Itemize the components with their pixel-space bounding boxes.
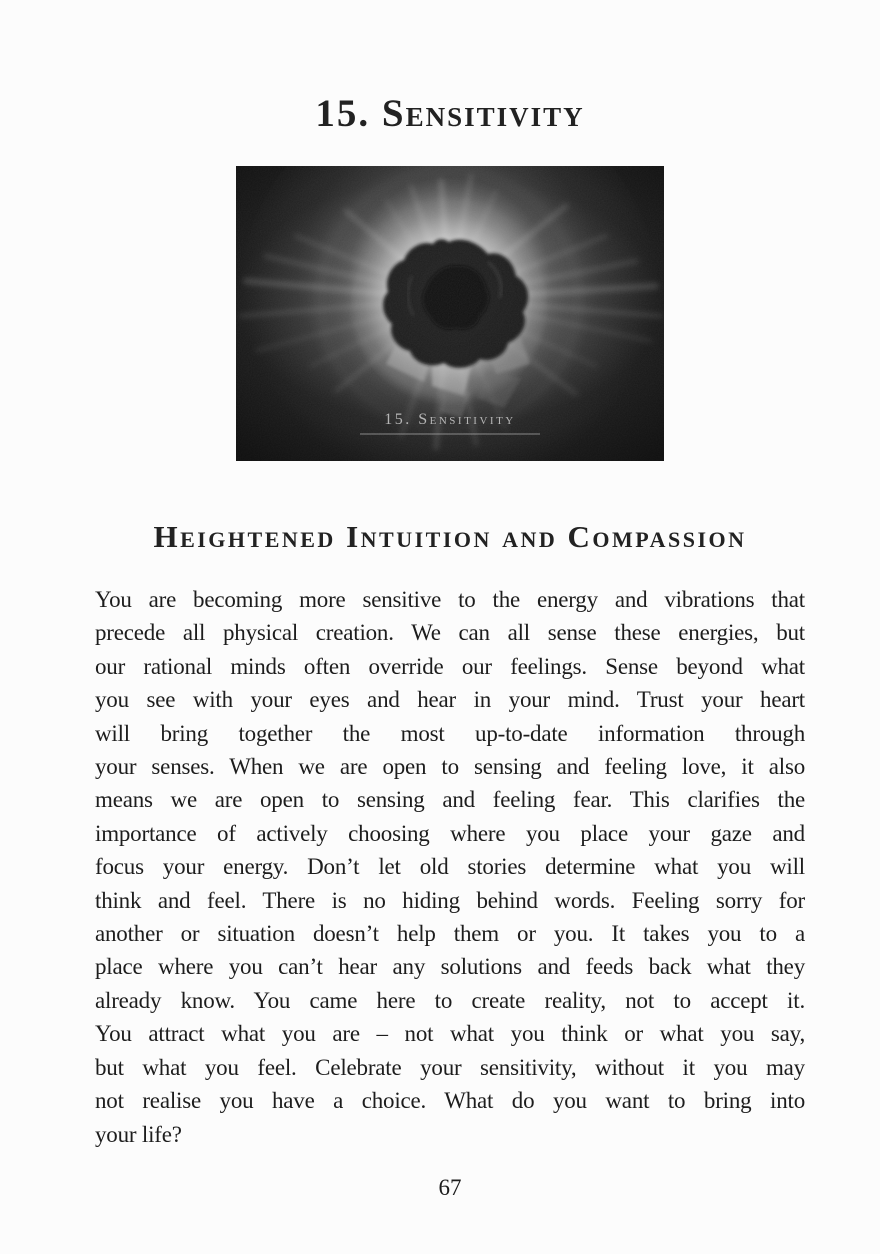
body-line: focus your energy. Don’t let old stories determine what you will xyxy=(95,854,805,880)
body-line: not realise you have a choice. What do you want to bring into xyxy=(95,1088,805,1114)
body-line: will bring together the most up-to-date information through xyxy=(95,720,805,746)
body-line: your senses. When we are open to sensing and feeling love, it also xyxy=(95,754,805,780)
card-image-wrap xyxy=(95,166,805,461)
page-title: 15. Sensitivity xyxy=(315,92,585,135)
body-line: importance of actively choosing where you place your gaze and xyxy=(95,820,805,846)
body-line: precede all physical creation. We can all sense these energies, but xyxy=(95,620,805,646)
page-number: 67 xyxy=(438,1174,462,1200)
body-line: already know. You came here to create reality, not to accept it. xyxy=(95,987,805,1013)
body-line: place where you can’t hear any solutions and feeds back what they xyxy=(95,954,805,980)
body-line: another or situation doesn’t help them or you. It takes you to a xyxy=(95,921,805,947)
body-line: think and feel. There is no hiding behind words. Feeling sorry for xyxy=(95,887,805,913)
vignette-overlay xyxy=(236,166,664,461)
section-subtitle: Heightened Intuition and Compassion xyxy=(153,519,747,554)
body-line: You attract what you are – not what you think or what you say, xyxy=(95,1021,805,1047)
body-line: you see with your eyes and hear in your mind. Trust your heart xyxy=(95,687,805,713)
body-line: means we are open to sensing and feeling fear. This clarifies the xyxy=(95,787,805,813)
body-line: our rational minds often override our feelings. Sense beyond what xyxy=(95,653,805,679)
rose-glow-card-illustration xyxy=(236,166,664,461)
body-line: You are becoming more sensitive to the energy and vibrations that xyxy=(95,587,805,612)
body-line: but what you feel. Celebrate your sensitivity, without it you may xyxy=(95,1054,805,1080)
body-paragraph xyxy=(95,583,805,1151)
content-column xyxy=(95,0,805,1201)
body-line: your life? xyxy=(95,1121,182,1147)
